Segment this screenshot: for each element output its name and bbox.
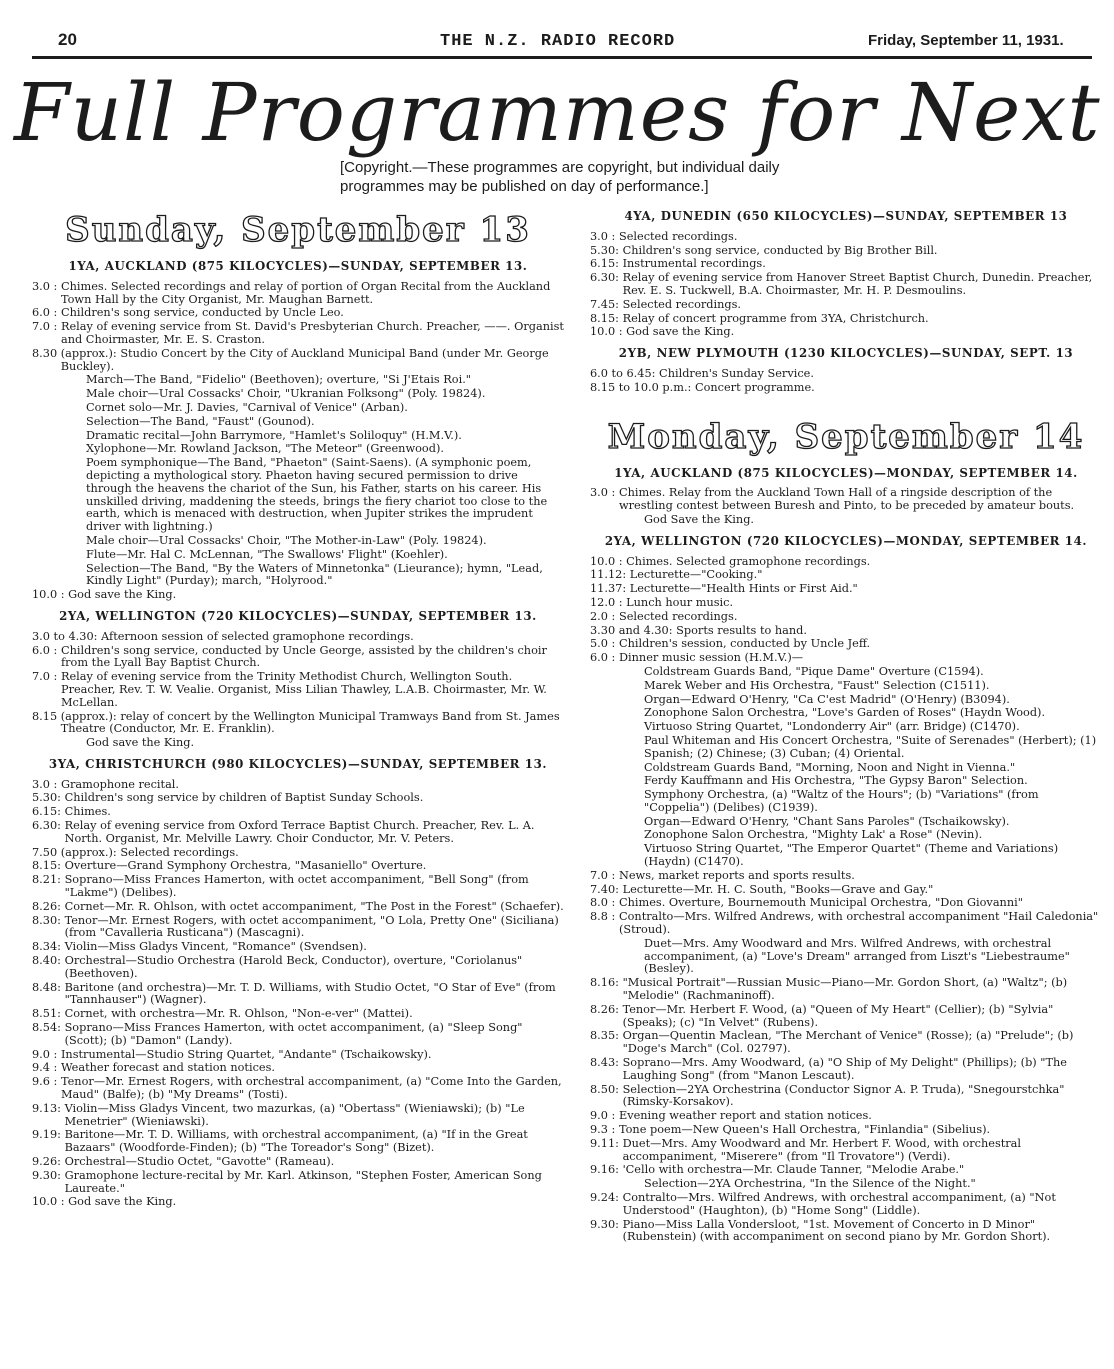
programme-item [590, 556, 1102, 569]
item-text: Chimes. Selected gramophone recordings. [626, 554, 871, 568]
item-text: Selected recordings. [618, 229, 738, 243]
programme-item [32, 711, 564, 737]
programme-note: Zonophone Salon Orchestra, "Love's Garden of Roses" (Haydn Wood). [644, 706, 1046, 720]
item-text: Instrumental—Studio String Quartet, "Andante" (Tschaikowsky). [60, 1047, 432, 1061]
time: 2.0 : [590, 609, 619, 623]
item-text: Chimes. [64, 805, 111, 819]
item-text: Soprano—Mrs. Amy Woodward, (a) "O Ship of My Delight" (Phillips); (b) "The Laughing Song" (from "Manon Lescaut). [622, 1056, 1067, 1082]
item-text: Tone poem—New Queen's Hall Orchestra, "Finlandia" (Sibelius). [618, 1123, 991, 1137]
item-text: (approx.): relay of concert by the Wellington Municipal Tramways Band from St. James Theatre (Conductor, Mr. E. Franklin). [60, 709, 560, 736]
time: 9.30: [590, 1217, 623, 1231]
time: 3.0 : [32, 777, 61, 791]
item-text: Duet—Mrs. Amy Woodward and Mr. Herbert F. Wood, with orchestral accompaniment, "Miserere" (from "Il Trovatore") (Verdi). [622, 1136, 1022, 1163]
programme-item [32, 901, 564, 914]
item-text: Soprano—Miss Frances Hamerton, with octet accompaniment, (a) "Sleep Song" (Scott); (b) "Damon" (Landy). [64, 1021, 523, 1047]
programme-note: Male choir—Ural Cossacks' Choir, "The Mother-in-Law" (Poly. 19824). [86, 533, 487, 547]
programme-item [590, 1057, 1102, 1083]
item-text: Children's song service by children of Baptist Sunday Schools. [64, 791, 424, 805]
time: 10.0 : [32, 588, 69, 602]
time: 3.0 : [590, 486, 619, 500]
time: 8.15 [32, 709, 61, 723]
programme-note: Poem symphonique—The Band, "Phaeton" (Saint-Saens). (A symphonic poem, depicting a mythological story. Phaeton having secured permission to drive through the heavens the chariot of the Sun, his Father, starts on his career. His unskilled driving, maddening the steeds, brings the fiery chariot too close to the earth, which is menaced with destruction, when Jupiter strikes the imprudent driver with lightning.) [86, 456, 548, 534]
programme-note: Coldstream Guards Band, "Pique Dame" Overture (C1594). [644, 664, 984, 678]
item-text: Concert programme. [694, 380, 815, 394]
time: 6.15: [590, 257, 623, 271]
time: 8.50: [590, 1082, 623, 1096]
item-text: Dinner music session (H.M.V.)— [618, 651, 804, 665]
item-text: Tenor—Mr. Ernest Rogers, with octet accompaniment, "O Lola, Pretty One" (Siciliana) (from "Cavalleria Rusticana") (Mascagni). [64, 913, 559, 940]
item-text: Overture—Grand Symphony Orchestra, "Masaniello" Overture. [64, 859, 427, 873]
time: 7.50 [32, 845, 61, 859]
time: 8.15 to 10.0 p.m.: [590, 380, 695, 394]
programme-item [32, 1022, 564, 1048]
item-text: Violin—Miss Gladys Vincent, "Romance" (Svendsen). [64, 940, 367, 954]
programme-item [590, 1164, 1102, 1177]
time: 8.15: [590, 311, 623, 325]
programme-item [32, 792, 564, 805]
item-text: Lunch hour music. [626, 595, 734, 609]
time: 9.6 : [32, 1075, 61, 1089]
time: 9.24: [590, 1191, 623, 1204]
programme-item [32, 307, 564, 320]
station-title-1ya-monday: 1YA, AUCKLAND (875 KILOCYCLES)—MONDAY, SEPTEMBER 14. [614, 465, 1078, 480]
station-title-2ya-monday: 2YA, WELLINGTON (720 KILOCYCLES)—MONDAY, SEPTEMBER 14. [604, 533, 1088, 548]
programme-note: Organ—Edward O'Henry, "Ca C'est Madrid" (O'Henry) (B3094). [644, 692, 1010, 706]
page-number: 20 [58, 30, 77, 49]
programme-item [590, 231, 1102, 244]
programme-note: Cornet solo—Mr. J. Davies, "Carnival of Venice" (Arban). [86, 400, 408, 414]
item-text: 'Cello with orchestra—Mr. Claude Tanner, "Melodie Arabe." [622, 1163, 965, 1177]
time: 8.54: [32, 1021, 65, 1035]
item-text: Contralto—Mrs. Wilfred Andrews, with orchestral accompaniment, (a) "Not Understood" (Haughton), (b) "Home Song" (Liddle). [622, 1191, 1056, 1217]
programme-item [32, 847, 564, 860]
time: 8.35: [590, 1029, 623, 1043]
item-text: Relay of evening service from Oxford Terrace Baptist Church. Preacher, Rev. L. A. North. Organist, Mr. Melville Lawry. Choir Conductor, Mr. V. Peters. [64, 819, 535, 845]
item-text: Baritone (and orchestra)—Mr. T. D. Williams, with Studio Octet, "O Star of Eve" (from "Tannhauser") (Wagner). [64, 980, 556, 1007]
item-text: Evening weather report and station notices. [618, 1109, 872, 1123]
time: 10.0 : [590, 554, 627, 568]
time: 7.0 : [590, 868, 619, 882]
time: 8.34: [32, 940, 65, 954]
time: 7.40: [590, 882, 623, 896]
time: 9.4 : [32, 1061, 61, 1075]
item-text: Soprano—Miss Frances Hamerton, with octet accompaniment, "Bell Song" (from "Lakme") (Delibes). [64, 873, 529, 900]
item-text: Chimes. Selected recordings and relay of portion of Organ Recital from the Auckland Town Hall by the City Organist, Mr. Maughan Barnett. [60, 279, 551, 306]
programme-item [590, 313, 1102, 326]
programme-item [32, 1196, 564, 1209]
programme-item [590, 597, 1102, 610]
item-text: God save the King. [626, 325, 735, 339]
item-text: Children's song service, conducted by Uncle Leo. [60, 306, 344, 320]
time: 9.19: [32, 1128, 65, 1142]
programme-note: Virtuoso String Quartet, "Londonderry Air" (arr. Bridge) (C1470). [644, 720, 1020, 734]
time: 9.26: [32, 1155, 65, 1168]
item-text: Baritone—Mr. T. D. Williams, with orchestral accompaniment, (a) "If in the Great Bazaars" (Woodforde-Finden); (b) "The Toreador's Song" (Bizet). [64, 1128, 528, 1155]
programme-item [32, 1129, 564, 1155]
programme-item [590, 583, 1102, 596]
station-title-4ya-sunday: 4YA, DUNEDIN (650 KILOCYCLES)—SUNDAY, SEPTEMBER 13 [624, 209, 1068, 223]
programme-note: Marek Weber and His Orchestra, "Faust" Selection (C1511). [644, 678, 990, 692]
issue-date: Friday, September 11, 1931. [868, 32, 1064, 49]
programme-item [32, 348, 564, 374]
programme-note: Dramatic recital—John Barrymore, "Hamlet's Soliloquy" (H.M.V.). [86, 428, 462, 442]
item-text: Children's session, conducted by Uncle Jeff. [618, 637, 871, 651]
item-text: News, market reports and sports results. [618, 868, 855, 882]
programme-item [32, 281, 564, 307]
programme-note: Selection—2YA Orchestrina, "In the Silence of the Night." [644, 1177, 976, 1191]
station-title-1ya-sunday: 1YA, AUCKLAND (875 KILOCYCLES)—SUNDAY, SEPTEMBER 13. [68, 259, 528, 273]
programme-note: March—The Band, "Fidelio" (Beethoven); overture, "Si J'Etais Roi." [86, 373, 471, 387]
programme-item [32, 1008, 564, 1021]
programme-item [590, 1124, 1102, 1137]
programme-note: Symphony Orchestra, (a) "Waltz of the Hours"; (b) "Variations" (from "Coppelia") (Delibes) (C1939). [644, 788, 1039, 814]
station-title-3ya-sunday: 3YA, CHRISTCHURCH (980 KILOCYCLES)—SUNDAY, SEPTEMBER 13. [48, 756, 548, 771]
programme-item [590, 870, 1102, 883]
programme-item [590, 258, 1102, 271]
header-rule [32, 56, 1092, 59]
programme-item [32, 779, 564, 792]
item-text: Selected recordings. [622, 297, 742, 311]
item-text: God save the King. [68, 1195, 177, 1209]
item-text: (approx.): Selected recordings. [60, 845, 239, 859]
programme-item [32, 874, 564, 900]
item-text: Tenor—Mr. Ernest Rogers, with orchestral accompaniment, (a) "Come Into the Garden, Maud" (Balfe); (b) "My Dreams" (Tosti). [60, 1075, 562, 1102]
time: 9.0 : [590, 1109, 619, 1123]
programme-item [590, 897, 1102, 910]
item-text: Relay of concert programme from 3YA, Christchurch. [622, 311, 929, 325]
item-text: Organ—Quentin Maclean, "The Merchant of Venice" (Rosse); (a) "Prelude"; (b) "Doge's March" (Col. 02797). [622, 1029, 1074, 1056]
item-text: Contralto—Mrs. Wilfred Andrews, with orchestral accompaniment "Hail Caledonia" (Stroud). [618, 910, 1099, 937]
copyright-notice: [Copyright.—These programmes are copyright, but individual daily programmes may be published on day of performance.] [340, 159, 780, 195]
time: 12.0 : [590, 595, 627, 609]
item-text: Gramophone lecture-recital by Mr. Karl. Atkinson, "Stephen Foster, American Song Laureate." [64, 1168, 542, 1195]
programme-note: Selection—The Band, "Faust" (Gounod). [86, 414, 315, 428]
programme-item [590, 977, 1102, 1003]
programme-item [590, 382, 1102, 395]
item-text: Cornet—Mr. R. Ohlson, with octet accompaniment, "The Post in the Forest" (Schaefer). [64, 899, 564, 913]
time: 11.37: [590, 582, 630, 596]
item-text: Children's song service, conducted by Uncle George, assisted by the children's choir from the Lyall Bay Baptist Church. [60, 643, 547, 670]
programme-item [590, 245, 1102, 258]
time: 7.0 : [32, 320, 61, 334]
programme-note: Xylophone—Mr. Rowland Jackson, "The Meteor" (Greenwood). [86, 442, 444, 456]
item-text: "Musical Portrait"—Russian Music—Piano—Mr. Gordon Short, (a) "Waltz"; (b) "Melodie" (Rachmaninoff). [622, 976, 1068, 1003]
programme-item [32, 589, 564, 602]
programme-item [590, 299, 1102, 312]
item-text: Afternoon session of selected gramophone recordings. [101, 629, 414, 643]
time: 8.51: [32, 1007, 65, 1021]
programme-item [32, 1170, 564, 1196]
programme-item [590, 1110, 1102, 1123]
programme-note: God Save the King. [644, 512, 755, 526]
programme-item [32, 941, 564, 954]
programme-item [590, 487, 1102, 513]
time: 5.0 : [590, 637, 619, 651]
item-text: Children's song service, conducted by Big Brother Bill. [622, 243, 938, 257]
time: 8.30 [32, 346, 61, 360]
programme-item [590, 1138, 1102, 1164]
programme-item [32, 820, 564, 846]
programme-item [590, 625, 1102, 638]
programme-item [32, 915, 564, 941]
time: 10.0 : [590, 325, 627, 339]
item-text: Lecturette—"Cooking." [629, 568, 763, 582]
day-title-sunday: Sunday, September 13 [65, 210, 531, 250]
item-text: Relay of evening service from St. David's Presbyterian Church. Preacher, ——. Organist and Choirmaster, Mr. E. S. Craston. [60, 320, 564, 346]
right-column [590, 210, 1102, 1245]
page-header [0, 0, 1114, 60]
masthead: THE N.Z. RADIO RECORD [440, 32, 676, 51]
time: 8.30: [32, 913, 65, 927]
programme-item [590, 884, 1102, 897]
programme-item [32, 1103, 564, 1129]
programme-item [590, 326, 1102, 339]
programme-item [32, 321, 564, 347]
time: 9.30: [32, 1168, 65, 1182]
programme-note: Zonophone Salon Orchestra, "Mighty Lak' a Rose" (Nevin). [644, 828, 983, 842]
time: 3.30 and 4.30: [590, 623, 677, 637]
time: 3.0 : [590, 229, 619, 243]
programme-item [590, 368, 1102, 381]
time: 8.15: [32, 859, 65, 873]
programme-item [32, 860, 564, 873]
item-text: Piano—Miss Lalla Vondersloot, "1st. Movement of Concerto in D Minor" (Rubenstein) (with accompaniment on second piano by Mr. Gordon Short). [622, 1217, 1051, 1244]
time: 3.0 to 4.30: [32, 629, 102, 643]
time: 10.0 : [32, 1195, 69, 1209]
time: 7.45: [590, 297, 623, 311]
programme-item [32, 671, 564, 709]
item-text: Selection—2YA Orchestrina (Conductor Signor A. P. Truda), "Snegourstchka" (Rimsky-Korsakov). [622, 1082, 1065, 1109]
programme-item [590, 1219, 1102, 1245]
time: 6.0 : [590, 651, 619, 665]
item-text: Tenor—Mr. Herbert F. Wood, (a) "Queen of My Heart" (Cellier); (b) "Sylvia" (Speaks); (c) "In Velvet" (Rubens). [622, 1002, 1054, 1029]
programme-item [590, 638, 1102, 651]
item-text: Children's Sunday Service. [659, 366, 814, 380]
left-column [32, 210, 564, 1210]
programme-item [32, 1156, 564, 1169]
time: 9.13: [32, 1101, 65, 1115]
programme-note: Virtuoso String Quartet, "The Emperor Quartet" (Theme and Variations) (Haydn) (C1470). [644, 842, 1059, 869]
time: 8.48: [32, 980, 65, 994]
programme-item [32, 982, 564, 1008]
item-text: Violin—Miss Gladys Vincent, two mazurkas, (a) "Obertass" (Wieniawski); (b) "Le Menetrier" (Wieniawski). [64, 1101, 525, 1128]
programme-note: Flute—Mr. Hal C. McLennan, "The Swallows' Flight" (Koehler). [86, 547, 448, 561]
item-text: Orchestral—Studio Octet, "Gavotte" (Rameau). [64, 1155, 335, 1168]
item-text: Gramophone recital. [60, 777, 180, 791]
programme-item [32, 1076, 564, 1102]
time: 8.43: [590, 1056, 623, 1070]
item-text: Orchestral—Studio Orchestra (Harold Beck, Conductor), overture, "Coriolanus" (Beethoven). [64, 954, 523, 980]
programme-note: Paul Whiteman and His Concert Orchestra, "Suite of Serenades" (Herbert); (1) Spanish; (2) Chinese; (3) Cuban; (4) Oriental. [644, 733, 1097, 760]
time: 9.0 : [32, 1047, 61, 1061]
item-text: Sports results to hand. [676, 623, 807, 637]
programme-note: Selection—The Band, "By the Waters of Minnetonka" (Lieurance); hymn, "Lead, Kindly Light" (Purday); march, "Holyrood." [86, 561, 543, 588]
item-text: Selected recordings. [618, 609, 738, 623]
item-text: Relay of evening service from the Trinity Methodist Church, Wellington South. Preacher, Rev. T. W. Vealie. Organist, Miss Lilian Thawley, L.A.B. Choirmaster, Mr. W. McLellan. [60, 670, 547, 709]
programme-item [590, 652, 1102, 665]
time: 6.15: [32, 805, 65, 819]
programme-item [590, 611, 1102, 624]
station-title-2ya-sunday: 2YA, WELLINGTON (720 KILOCYCLES)—SUNDAY, SEPTEMBER 13. [59, 608, 537, 623]
programme-item [32, 955, 564, 981]
time: 6.30: [590, 271, 623, 285]
programme-note: Ferdy Kauffmann and His Orchestra, "The Gypsy Baron" Selection. [644, 774, 1028, 788]
time: 8.40: [32, 954, 65, 968]
programme-item [32, 1062, 564, 1075]
programme-item [590, 1192, 1102, 1218]
time: 7.0 : [32, 670, 61, 684]
time: 6.0 to 6.45: [590, 366, 660, 380]
programme-item [590, 1084, 1102, 1110]
programme-note: God save the King. [86, 736, 195, 750]
time: 5.30: [590, 243, 623, 257]
programme-note: Organ—Edward O'Henry, "Chant Sans Paroles" (Tschaikowsky). [644, 814, 1010, 828]
time: 8.26: [32, 899, 65, 913]
programme-note: Male choir—Ural Cossacks' Choir, "Ukranian Folksong" (Poly. 19824). [86, 387, 486, 401]
time: 5.30: [32, 791, 65, 805]
item-text: Instrumental recordings. [622, 257, 766, 271]
programme-item [590, 272, 1102, 298]
item-text: Chimes. Relay from the Auckland Town Hall of a ringside description of the wrestling contest between Buresh and Pinto, to be preceded by amateur bouts. [618, 486, 1075, 513]
time: 8.26: [590, 1002, 623, 1016]
time: 6.30: [32, 819, 65, 833]
programme-item [590, 569, 1102, 582]
item-text: Cornet, with orchestra—Mr. R. Ohlson, "Non-e-ver" (Mattei). [64, 1007, 413, 1021]
time: 9.11: [590, 1136, 623, 1150]
item-text: Lecturette—Mr. H. C. South, "Books—Grave and Gay." [622, 882, 934, 896]
programme-note: Coldstream Guards Band, "Morning, Noon and Night in Vienna." [644, 760, 1016, 774]
item-text: Weather forecast and station notices. [60, 1061, 275, 1075]
programme-item [32, 806, 564, 819]
time: 11.12: [590, 568, 630, 582]
programme-item [590, 1030, 1102, 1056]
station-title-2yb-sunday: 2YB, NEW PLYMOUTH (1230 KILOCYCLES)—SUNDAY, SEPT. 13 [618, 346, 1074, 361]
programme-note: Duet—Mrs. Amy Woodward and Mrs. Wilfred Andrews, with orchestral accompaniment, (a) "Love's Dream" arranged from Liszt's "Liebestraume" (Besley). [644, 936, 1070, 976]
time: 8.16: [590, 976, 623, 990]
time: 6.0 : [32, 643, 61, 657]
time: 8.21: [32, 873, 65, 887]
item-text: (approx.): Studio Concert by the City of Auckland Municipal Band (under Mr. George Buckley). [60, 346, 549, 373]
item-text: Relay of evening service from Hanover Street Baptist Church, Dunedin. Preacher, Rev. E. S. Tuckwell, B.A. Choirmaster, Mr. H. P. Desmoulins. [622, 271, 1093, 297]
day-title-monday: Monday, September 14 [607, 416, 1085, 457]
item-text: Lecturette—"Health Hints or First Aid." [629, 582, 858, 596]
time: 9.16: [590, 1163, 623, 1177]
programme-item [32, 645, 564, 671]
programme-item [32, 631, 564, 644]
programme-item [590, 911, 1102, 937]
time: 8.0 : [590, 896, 619, 910]
programme-item [590, 1004, 1102, 1030]
time: 6.0 : [32, 306, 61, 320]
item-text: God save the King. [68, 588, 177, 602]
time: 3.0 : [32, 279, 61, 293]
programme-item [32, 1049, 564, 1062]
time: 8.8 : [590, 910, 619, 924]
headline: Full Programmes for Next [14, 66, 1101, 159]
item-text: Chimes. Overture, Bournemouth Municipal Orchestra, "Don Giovanni" [618, 896, 1023, 910]
time: 9.3 : [590, 1123, 619, 1137]
